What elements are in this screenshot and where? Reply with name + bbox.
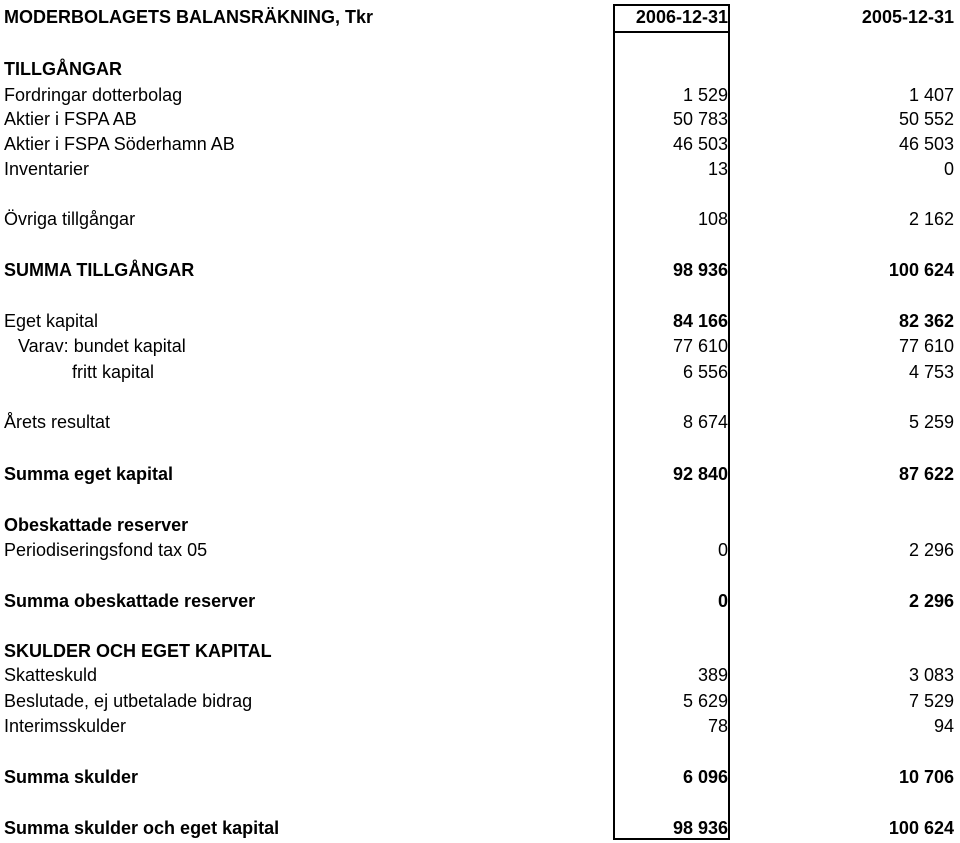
value-2005: 3 083	[908, 665, 954, 685]
table-row	[0, 257, 960, 283]
value-2005: 87 622	[898, 464, 954, 484]
value-2005: 5 259	[908, 412, 954, 432]
value-2005: 2 296	[908, 591, 954, 611]
table-row	[0, 815, 960, 841]
value-2005: 10 706	[898, 767, 954, 787]
row-label: Interimsskulder	[4, 716, 127, 736]
row-label: Obeskattade reserver	[4, 515, 189, 535]
value-2006: 6 096	[682, 767, 728, 787]
value-2006: 108	[697, 209, 728, 229]
value-2006: 98 936	[672, 260, 728, 280]
row-label: Summa obeskattade reserver	[4, 591, 256, 611]
table-row	[0, 333, 960, 359]
row-label: Skatteskuld	[4, 665, 98, 685]
value-2005: 50 552	[898, 109, 954, 129]
row-label: TILLGÅNGAR	[4, 59, 122, 79]
document-title: MODERBOLAGETS BALANSRÄKNING, Tkr	[4, 7, 374, 27]
value-2006: 0	[717, 591, 728, 611]
table-row	[0, 131, 960, 157]
row-label: Inventarier	[4, 159, 90, 179]
value-2005: 46 503	[898, 134, 954, 154]
table-row	[0, 409, 960, 435]
value-2006: 8 674	[682, 412, 728, 432]
value-2005: 4 753	[908, 362, 954, 382]
value-2005: 100 624	[888, 260, 954, 280]
row-label: Fordringar dotterbolag	[4, 85, 183, 105]
value-2006: 0	[717, 540, 728, 560]
table-row	[0, 713, 960, 739]
row-label: SUMMA TILLGÅNGAR	[4, 260, 195, 280]
table-row	[0, 308, 960, 334]
value-2006: 98 936	[672, 818, 728, 838]
table-row	[0, 206, 960, 232]
row-label: Varav: bundet kapital	[18, 336, 186, 356]
row-label: fritt kapital	[72, 362, 155, 382]
value-2006: 1 529	[682, 85, 728, 105]
row-label: Summa skulder	[4, 767, 139, 787]
table-row	[0, 512, 960, 538]
row-label: Årets resultat	[4, 412, 111, 432]
value-2006: 92 840	[672, 464, 728, 484]
table-row	[0, 638, 960, 664]
value-2005: 100 624	[888, 818, 954, 838]
header-row	[0, 4, 960, 30]
table-row	[0, 82, 960, 108]
value-2006: 13	[707, 159, 728, 179]
value-2005: 2 296	[908, 540, 954, 560]
value-2006: 77 610	[672, 336, 728, 356]
row-label: Eget kapital	[4, 311, 99, 331]
col2-header: 2005-12-31	[861, 7, 954, 27]
row-label: Summa skulder och eget kapital	[4, 818, 280, 838]
value-2006: 6 556	[682, 362, 728, 382]
value-2006: 389	[697, 665, 728, 685]
row-label: Periodiseringsfond tax 05	[4, 540, 208, 560]
row-label: Övriga tillgångar	[4, 209, 136, 229]
value-2006: 46 503	[672, 134, 728, 154]
table-row	[0, 359, 960, 385]
table-row	[0, 106, 960, 132]
value-2006: 78	[707, 716, 728, 736]
value-2005: 77 610	[898, 336, 954, 356]
table-row	[0, 537, 960, 563]
value-2006: 84 166	[672, 311, 728, 331]
table-row	[0, 588, 960, 614]
header-divider	[613, 31, 730, 33]
row-label: Beslutade, ej utbetalade bidrag	[4, 691, 253, 711]
value-2006: 50 783	[672, 109, 728, 129]
table-row	[0, 56, 960, 82]
table-row	[0, 156, 960, 182]
row-label: SKULDER OCH EGET KAPITAL	[4, 641, 272, 661]
value-2005: 1 407	[908, 85, 954, 105]
table-row	[0, 461, 960, 487]
row-label: Aktier i FSPA Söderhamn AB	[4, 134, 235, 154]
value-2005: 7 529	[908, 691, 954, 711]
value-2005: 0	[943, 159, 954, 179]
table-row	[0, 764, 960, 790]
table-row	[0, 688, 960, 714]
value-2005: 2 162	[908, 209, 954, 229]
col1-header: 2006-12-31	[635, 7, 728, 27]
value-2005: 82 362	[898, 311, 954, 331]
table-row	[0, 662, 960, 688]
value-2006: 5 629	[682, 691, 728, 711]
row-label: Aktier i FSPA AB	[4, 109, 137, 129]
value-2005: 94	[933, 716, 954, 736]
row-label: Summa eget kapital	[4, 464, 174, 484]
